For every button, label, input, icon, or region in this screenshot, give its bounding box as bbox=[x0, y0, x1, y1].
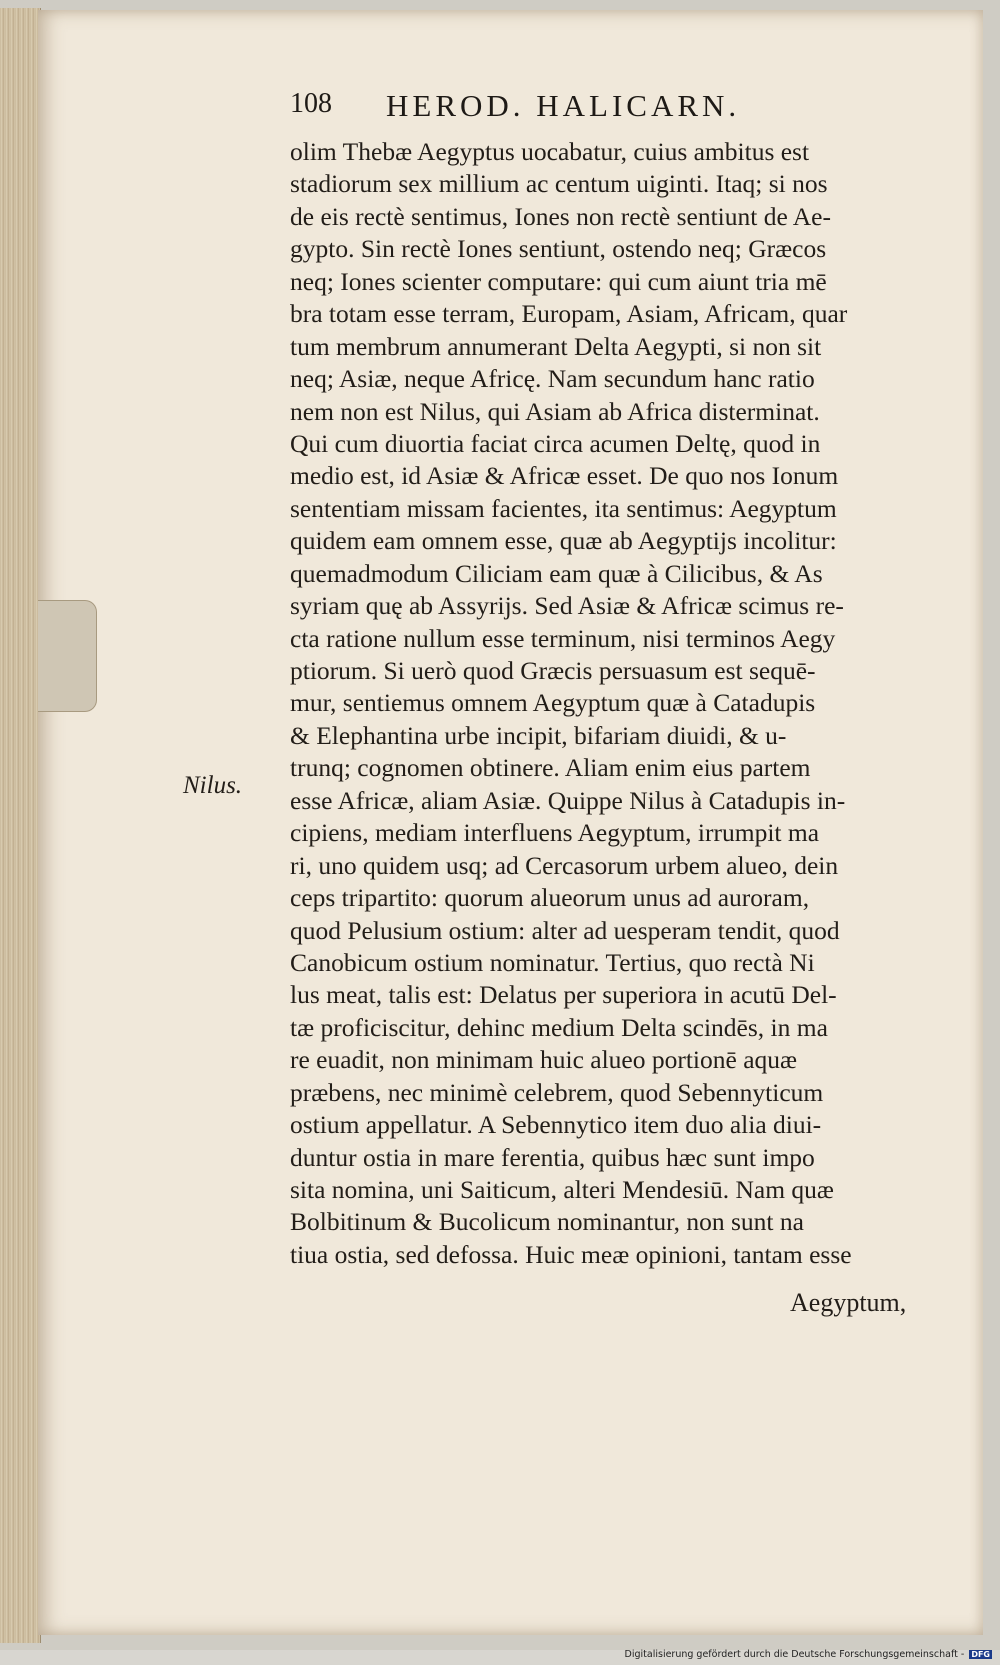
text-line: syriam quę ab Assyrijs. Sed Asiæ & Africæ scimus re- bbox=[290, 591, 844, 621]
text-line: neq; Asiæ, neque Africę. Nam secundum hanc ratio bbox=[290, 364, 815, 394]
text-line: quod Pelusium ostium: alter ad uesperam tendit, quod bbox=[290, 915, 840, 945]
text-line: cta ratione nullum esse terminum, nisi terminos Aegy bbox=[290, 623, 836, 653]
catchword: Aegyptum, bbox=[790, 1288, 907, 1317]
text-line: tum membrum annumerant Delta Aegypti, si non sit bbox=[290, 331, 822, 361]
text-line: ostium appellatur. A Sebennytico item duo alia diui- bbox=[290, 1110, 822, 1140]
text-line: lus meat, talis est: Delatus per superiora in acutū Del- bbox=[290, 980, 837, 1010]
dfg-logo: DFG bbox=[971, 1650, 990, 1659]
text-line: ptiorum. Si uerò quod Græcis persuasum est sequē- bbox=[290, 656, 816, 685]
text-line: cipiens, mediam interfluens Aegyptum, irrumpit ma bbox=[290, 818, 820, 848]
page-number: 108 bbox=[290, 88, 332, 119]
running-title: HEROD. HALICARN. bbox=[386, 88, 741, 123]
text-line: nem non est Nilus, qui Asiam ab Africa disterminat. bbox=[290, 396, 820, 426]
text-line: bra totam esse terram, Europam, Asiam, Africam, quar bbox=[290, 299, 848, 329]
text-line: olim Thebæ Aegyptus uocabatur, cuius ambitus est bbox=[290, 137, 810, 166]
running-header bbox=[290, 88, 850, 134]
body-text bbox=[290, 136, 930, 1271]
text-line: quidem eam omnem esse, quæ ab Aegyptijs incolitur: bbox=[290, 526, 837, 556]
text-line: sita nomina, uni Saiticum, alteri Mendesiū. Nam quæ bbox=[290, 1175, 834, 1204]
text-line: de eis rectè sentimus, Iones non rectè sentiunt de Ae- bbox=[290, 201, 831, 231]
text-line: ri, uno quidem usq; ad Cercasorum urbem alueo, dein bbox=[290, 850, 839, 880]
text-line: Bolbitinum & Bucolicum nominantur, non sunt na bbox=[290, 1207, 804, 1237]
footer-text: Digitalisierung gefördert durch die Deutsche Forschungsgemeinschaft - bbox=[624, 1649, 965, 1660]
text-line: trunq; cognomen obtinere. Aliam enim eius partem bbox=[290, 753, 811, 783]
text-line: tiua ostia, sed defossa. Huic meæ opinioni, tantam esse bbox=[290, 1239, 852, 1269]
text-line: esse Africæ, aliam Asiæ. Quippe Nilus à Catadupis in- bbox=[290, 785, 846, 815]
text-line: quemadmodum Ciliciam eam quæ à Cilicibus, & As bbox=[290, 558, 823, 588]
text-line: neq; Iones scienter computare: qui cum aiunt tria mē bbox=[290, 266, 827, 296]
text-line: ceps tripartito: quorum alueorum unus ad auroram, bbox=[290, 883, 810, 913]
page-tab-marker bbox=[38, 600, 97, 712]
text-line: mur, sentiemus omnem Aegyptum quæ à Catadupis bbox=[290, 688, 816, 718]
text-line: tæ proficiscitur, dehinc medium Delta scindēs, in ma bbox=[290, 1012, 828, 1042]
footer-credit bbox=[602, 1649, 992, 1663]
text-line: duntur ostia in mare ferentia, quibus hæc sunt impo bbox=[290, 1142, 815, 1172]
marginal-note: Nilus. bbox=[183, 772, 243, 799]
text-line: & Elephantina urbe incipit, bifariam diuidi, & u- bbox=[290, 720, 787, 750]
text-line: Canobicum ostium nominatur. Tertius, quo rectà Ni bbox=[290, 947, 815, 977]
text-line: re euadit, non minimam huic alueo portionē aquæ bbox=[290, 1045, 798, 1075]
text-line: Qui cum diuortia faciat circa acumen Deltę, quod in bbox=[290, 428, 821, 458]
text-line: sententiam missam facientes, ita sentimus: Aegyptum bbox=[290, 493, 837, 523]
book-page-edges bbox=[0, 8, 41, 1643]
text-line: stadiorum sex millium ac centum uiginti. Itaq; si nos bbox=[290, 169, 828, 199]
text-line: præbens, nec minimè celebrem, quod Sebennyticum bbox=[290, 1077, 824, 1107]
text-line: gypto. Sin rectè Iones sentiunt, ostendo neq; Græcos bbox=[290, 234, 827, 264]
text-line: medio est, id Asiæ & Africæ esset. De quo nos Ionum bbox=[290, 461, 839, 491]
